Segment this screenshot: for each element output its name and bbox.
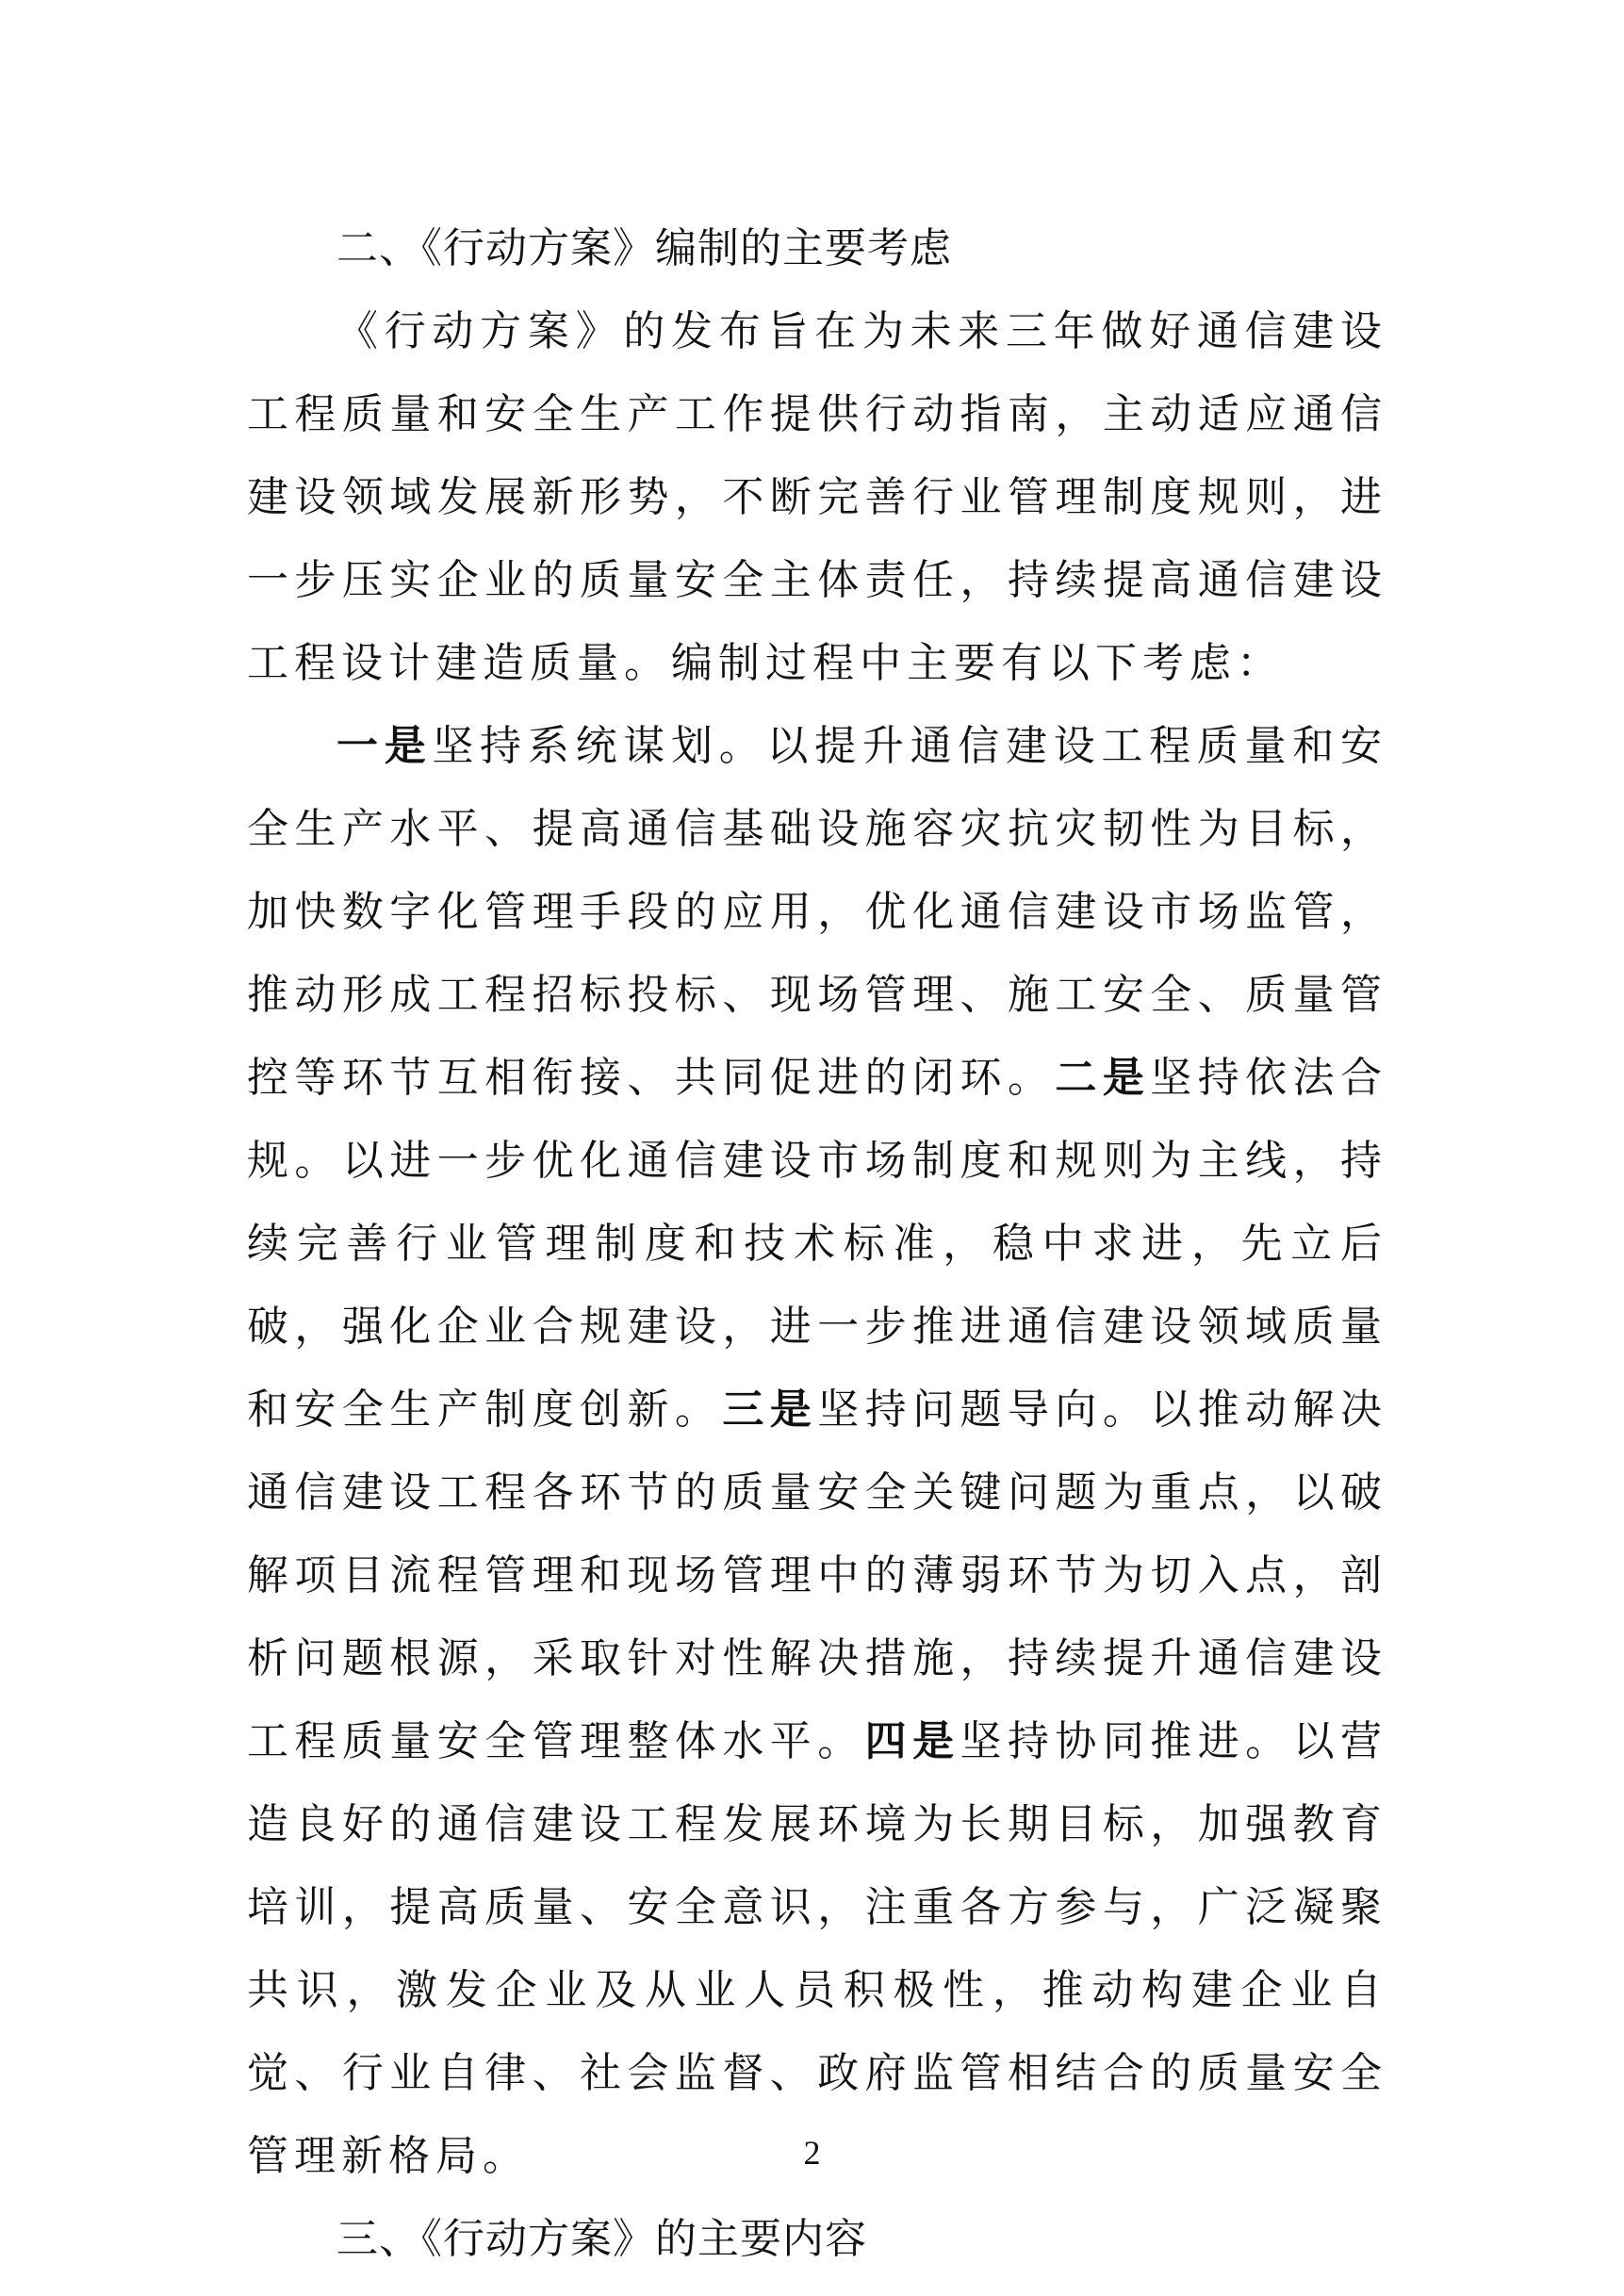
consideration-two-label: 二是	[1055, 1054, 1151, 1102]
consideration-two-text: 坚持依法合规。以进一步优化通信建设市场制度和规则为主线，持续完善行业管理制度和技术标准，稳中求进，先立后破，强化企业合规建设，进一步推进通信建设领域质量和安全生产制度创新。	[247, 1054, 1388, 1434]
consideration-four-text: 坚持协同推进。以营造良好的通信建设工程发展环境为长期目标，加强教育培训，提高质量、安全意识，注重各方参与，广泛凝聚共识，激发企业及从业人员积极性，推动构建企业自觉、行业自律、社会监督、政府监管相结合的质量安全管理新格局。	[247, 1717, 1388, 2180]
page-content	[247, 207, 1387, 2281]
section-two-intro-paragraph: 《行动方案》的发布旨在为未来三年做好通信建设工程质量和安全生产工作提供行动指南，主动适应通信建设领域发展新形势，不断完善行业管理制度规则，进一步压实企业的质量安全主体责任，持续提高通信建设工程设计建造质量。编制过程中主要有以下考虑：	[247, 307, 1387, 687]
section-three-heading: 三、《行动方案》的主要内容	[336, 2215, 867, 2263]
consideration-three-label: 三是	[722, 1386, 818, 1434]
consideration-three-text: 坚持问题导向。以推动解决通信建设工程各环节的质量安全关键问题为重点，以破解项目流程管理和现场管理中的薄弱环节为切入点，剖析问题根源，采取针对性解决措施，持续提升通信建设工程质量安全管理整体水平。	[247, 1386, 1388, 1765]
considerations-paragraph	[247, 705, 1387, 2198]
consideration-four-label: 四是	[864, 1717, 960, 1765]
page-number: 2	[803, 2134, 821, 2172]
consideration-one-text: 坚持系统谋划。以提升通信建设工程质量和安全生产水平、提高通信基础设施容灾抗灾韧性为目标，加快数字化管理手段的应用，优化通信建设市场监管，推动形成工程招标投标、现场管理、施工安全、质量管控等环节互相衔接、共同促进的闭环。	[247, 722, 1388, 1102]
section-two-heading: 二、《行动方案》编制的主要考虑	[336, 224, 952, 272]
consideration-one-label: 一是	[336, 722, 433, 770]
